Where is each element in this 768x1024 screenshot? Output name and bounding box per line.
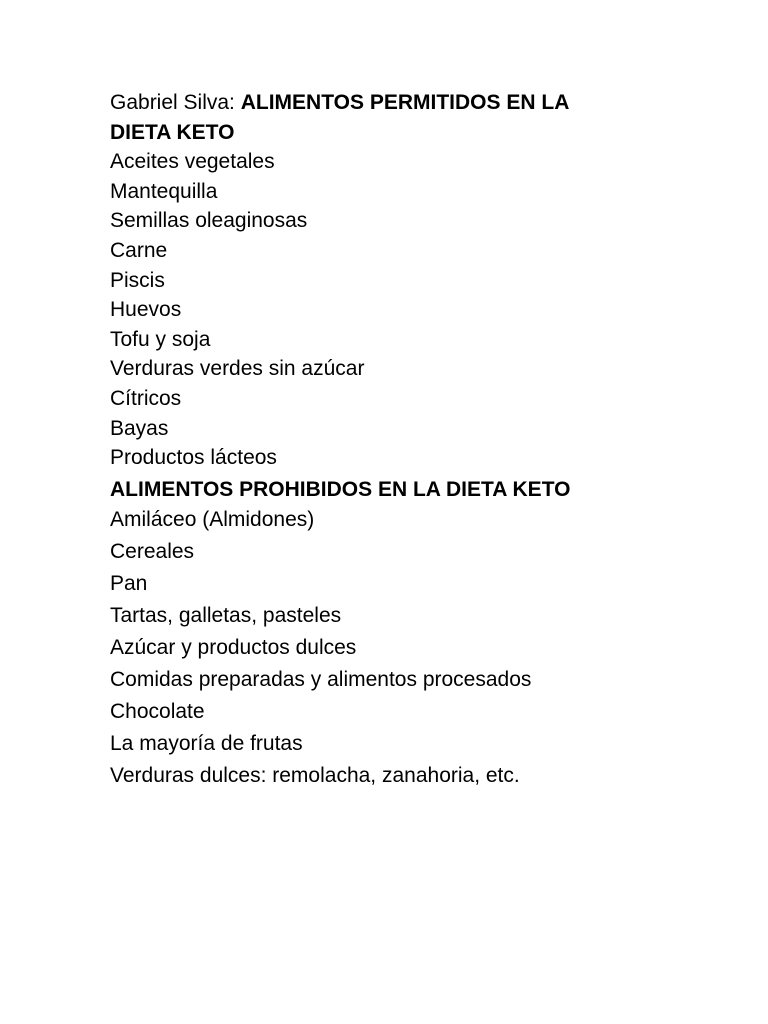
permitted-list (110, 147, 730, 473)
list-item: Amiláceo (Almidones) (110, 508, 315, 532)
list-item: Verduras verdes sin azúcar (110, 357, 365, 381)
list-item: Aceites vegetales (110, 150, 275, 174)
prohibited-title: ALIMENTOS PROHIBIDOS EN LA DIETA KETO (110, 477, 571, 501)
list-item: Bayas (110, 416, 169, 440)
list-item: Azúcar y productos dulces (110, 636, 357, 660)
prohibited-list (110, 504, 730, 792)
list-item: Tartas, galletas, pasteles (110, 604, 342, 628)
author-name: Gabriel Silva: (110, 91, 235, 114)
list-item: Comidas preparadas y alimentos procesados (110, 668, 532, 692)
list-item: Chocolate (110, 700, 205, 724)
list-item: Carne (110, 238, 168, 262)
list-item: Semillas oleaginosas (110, 209, 308, 233)
list-item: Cereales (110, 540, 195, 564)
list-item: Verduras dulces: remolacha, zanahoria, etc. (110, 764, 520, 788)
list-item: Huevos (110, 298, 182, 322)
list-item: Piscis (110, 268, 165, 292)
permitted-title-continued: DIETA KETO (110, 120, 235, 144)
list-item: Mantequilla (110, 179, 218, 203)
list-item: Tofu y soja (110, 327, 211, 351)
list-item: La mayoría de frutas (110, 732, 303, 756)
document-page (110, 88, 730, 792)
list-item: Cítricos (110, 386, 182, 410)
permitted-heading-line-1 (110, 88, 730, 118)
list-item: Pan (110, 572, 148, 596)
permitted-title: ALIMENTOS PERMITIDOS EN LA (240, 91, 570, 114)
list-item: Productos lácteos (110, 446, 277, 470)
